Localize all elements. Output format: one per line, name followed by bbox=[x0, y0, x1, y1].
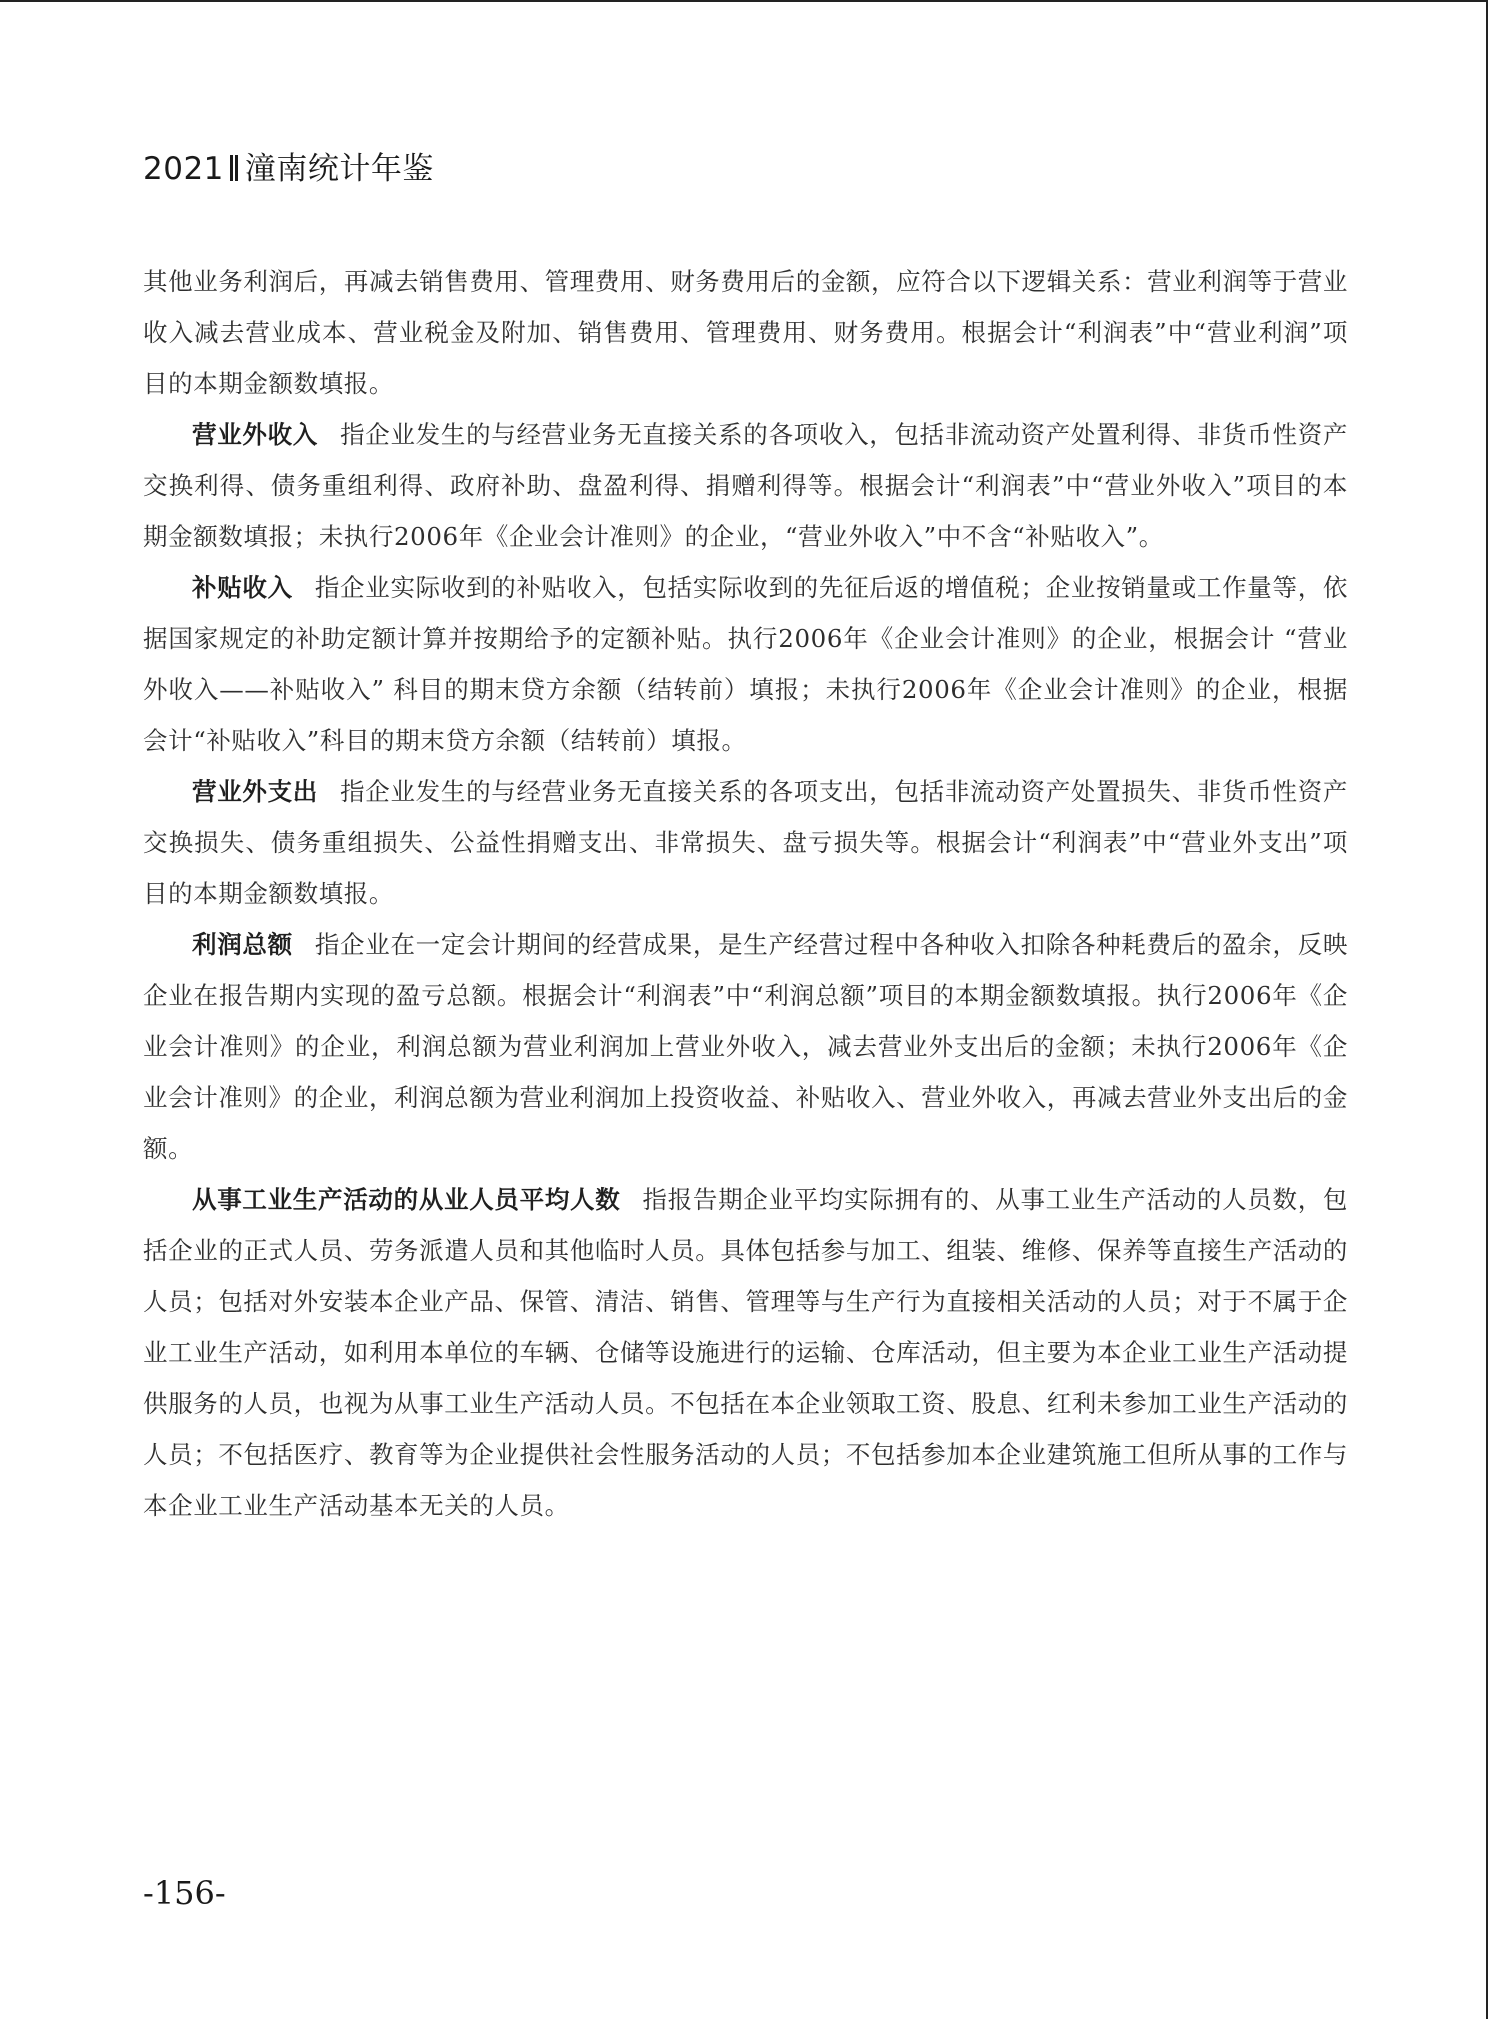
page-number: -156- bbox=[143, 1874, 226, 1912]
paragraph-text: 指企业发生的与经营业务无直接关系的各项支出，包括非流动资产处置损失、非货币性资产交换损失、债务重组损失、公益性捐赠支出、非常损失、盘亏损失等。根据会计“利润表”中“营业外支出”项目的本期金额数填报。 bbox=[143, 777, 1349, 908]
header-title: 潼南统计年鉴 bbox=[244, 151, 434, 187]
paragraph-text: 指报告期企业平均实际拥有的、从事工业生产活动的人员数，包括企业的正式人员、劳务派遣人员和其他临时人员。具体包括参与加工、组装、维修、保养等直接生产活动的人员；包括对外安装本企业产品、保管、清洁、销售、管理等与生产行为直接相关活动的人员；对于不属于企业工业生产活动，如利用本单位的车辆、仓储等设施进行的运输、仓库活动，但主要为本企业工业生产活动提供服务的人员，也视为从事工业生产活动人员。不包括在本企业领取工资、股息、红利未参加工业生产活动的人员；不包括医疗、教育等为企业提供社会性服务活动的人员；不包括参加本企业建筑施工但所从事的工作与本企业工业生产活动基本无关的人员。 bbox=[143, 1185, 1348, 1520]
term-heading: 利润总额 bbox=[192, 930, 293, 959]
body-text bbox=[143, 256, 1348, 1531]
paragraph-text: 指企业发生的与经营业务无直接关系的各项收入，包括非流动资产处置利得、非货币性资产交换利得、债务重组利得、政府补助、盘盈利得、捐赠利得等。根据会计“利润表”中“营业外收入”项目的本期金额数填报；未执行2006年《企业会计准则》的企业，“营业外收入”中不含“补贴收入”。 bbox=[143, 420, 1349, 551]
paragraph-text: 其他业务利润后，再减去销售费用、管理费用、财务费用后的金额，应符合以下逻辑关系：营业利润等于营业收入减去营业成本、营业税金及附加、销售费用、管理费用、财务费用。根据会计“利润表”中“营业利润”项目的本期金额数填报。 bbox=[143, 267, 1348, 398]
term-heading: 从事工业生产活动的从业人员平均人数 bbox=[192, 1185, 621, 1214]
paragraph-subsidy-income bbox=[143, 562, 1348, 766]
paragraph-non-operating-income bbox=[143, 409, 1348, 562]
paragraph-text: 指企业实际收到的补贴收入，包括实际收到的先征后返的增值税；企业按销量或工作量等，依据国家规定的补助定额计算并按期给予的定额补贴。执行2006年《企业会计准则》的企业，根据会计 “营业外收入——补贴收入” 科目的期末贷方余额（结转前）填报；未执行2006年《企业会计准则》的企业，根据会计“补贴收入”科目的期末贷方余额（结转前）填报。 bbox=[143, 573, 1348, 755]
term-heading: 营业外收入 bbox=[192, 420, 319, 449]
header-year: 2021 bbox=[143, 151, 224, 187]
running-header bbox=[143, 143, 434, 188]
paragraph-total-profit bbox=[143, 919, 1348, 1174]
term-heading: 补贴收入 bbox=[192, 573, 293, 602]
term-heading: 营业外支出 bbox=[192, 777, 319, 806]
paragraph-average-employees bbox=[143, 1174, 1348, 1531]
paragraph-text: 指企业在一定会计期间的经营成果，是生产经营过程中各种收入扣除各种耗费后的盈余，反映企业在报告期内实现的盈亏总额。根据会计“利润表”中“利润总额”项目的本期金额数填报。执行2006年《企业会计准则》的企业，利润总额为营业利润加上营业外收入，减去营业外支出后的金额；未执行2006年《企业会计准则》的企业，利润总额为营业利润加上投资收益、补贴收入、营业外收入，再减去营业外支出后的金额。 bbox=[143, 930, 1348, 1163]
paragraph-non-operating-expense bbox=[143, 766, 1348, 919]
paragraph-continuation bbox=[143, 256, 1348, 409]
header-separator bbox=[230, 155, 233, 181]
